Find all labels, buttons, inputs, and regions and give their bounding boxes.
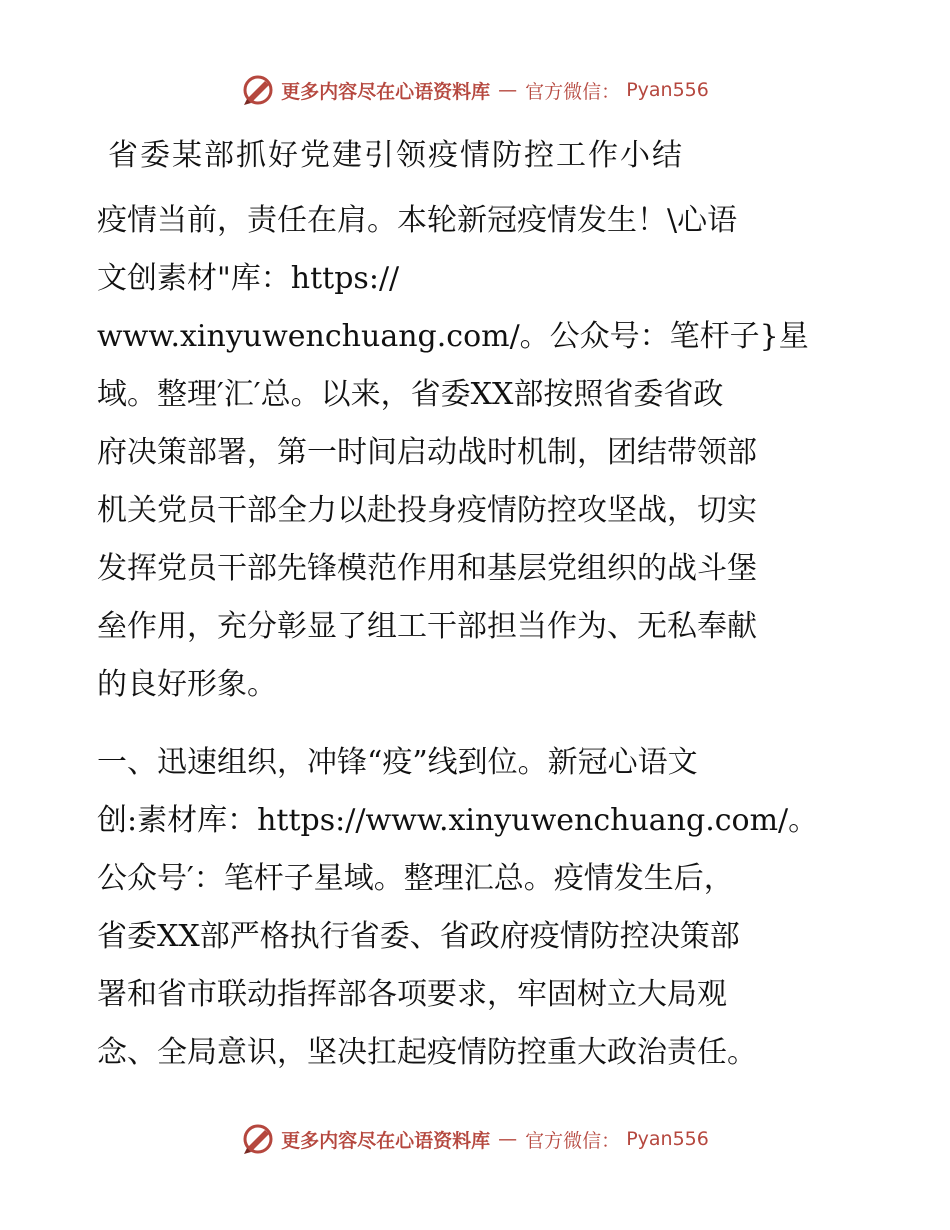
header-banner	[0, 73, 950, 107]
banner-text: 更多内容尽在心语资料库	[281, 80, 491, 103]
text-line: 一、迅速组织，冲锋“疫”线到位。新冠心语文	[97, 745, 698, 780]
text-line: 署和省市联动指挥部各项要求，牢固树立大局观	[97, 977, 727, 1012]
banner-contact-label: 官方微信：	[525, 1129, 621, 1152]
banner-dash: —	[498, 1128, 518, 1150]
text-line: 的良好形象。	[97, 667, 277, 702]
text-line: www.xinyuwenchuang.com/。公众号：笔杆子}星	[97, 319, 809, 354]
text-line: 域。整理′汇′总。以来，省委XX部按照省委省政	[97, 377, 724, 412]
banner-contact-id: Pyan556	[626, 79, 709, 101]
text-line: 省委XX部严格执行省委、省政府疫情防控决策部	[97, 919, 740, 954]
text-line: 念、全局意识，坚决扛起疫情防控重大政治责任。	[97, 1035, 757, 1070]
banner-contact-label: 官方微信：	[525, 80, 621, 103]
text-line: 机关党员干部全力以赴投身疫情防控攻坚战，切实	[97, 493, 757, 528]
pen-logo-icon	[241, 73, 275, 107]
text-line: 文创素材"库：https://	[97, 261, 400, 296]
banner-contact-id: Pyan556	[626, 1128, 709, 1150]
text-line: 发挥党员干部先锋模范作用和基层党组织的战斗堡	[97, 551, 757, 586]
text-line: 创:素材库：https://www.xinyuwenchuang.com/。	[97, 803, 819, 838]
paragraph-intro	[97, 192, 857, 714]
text-line: 府决策部署，第一时间启动战时机制，团结带领部	[97, 435, 757, 470]
footer-banner	[0, 1122, 950, 1156]
text-line: 公众号′：笔杆子星域。整理汇总。疫情发生后，	[97, 861, 734, 896]
document-title: 省委某部抓好党建引领疫情防控工作小结	[108, 138, 684, 173]
banner-dash: —	[498, 79, 518, 101]
banner-text: 更多内容尽在心语资料库	[281, 1129, 491, 1152]
pen-logo-icon	[241, 1122, 275, 1156]
paragraph-section-one	[97, 734, 857, 1082]
text-line: 疫情当前，责任在肩。本轮新冠疫情发生！\心语	[97, 203, 738, 238]
text-line: 垒作用，充分彰显了组工干部担当作为、无私奉献	[97, 609, 757, 644]
